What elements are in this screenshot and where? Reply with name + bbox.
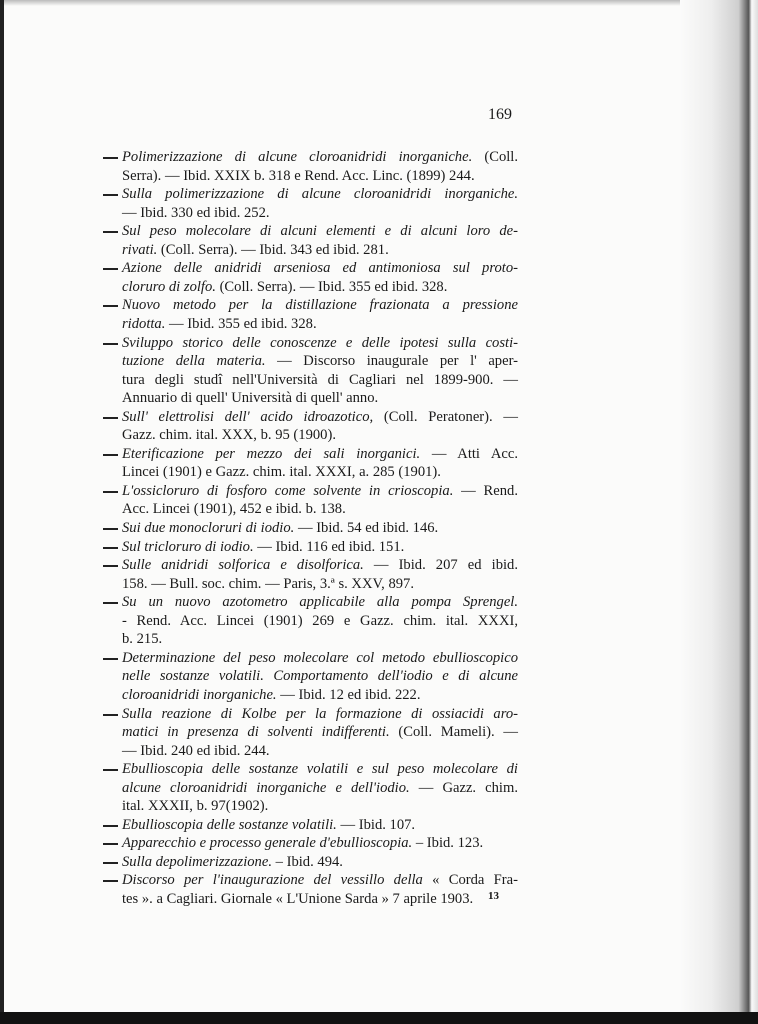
entry-reference: — Ibid. 12 ed ibid. 222.: [276, 686, 421, 703]
entry-title-italic: rivati.: [122, 241, 158, 258]
entry-title-italic: Sulla depolimerizzazione.: [122, 853, 272, 870]
entry-title-italic: Sul tricloruro di iodio.: [122, 538, 254, 555]
entry-dash: [103, 843, 118, 845]
entry-line: [122, 686, 518, 704]
entry-reference: — Ibid. 240 ed ibid. 244.: [122, 742, 270, 759]
entry-reference: « Corda Fra-: [422, 872, 518, 889]
entry-line: [122, 148, 518, 166]
entry-line: [122, 296, 518, 314]
entry-reference: – Ibid. 123.: [412, 835, 484, 852]
entry-line: [122, 500, 518, 518]
entry-title-italic: L'ossicloruro di fosforo come solvente in crioscopia.: [122, 482, 454, 499]
page-number: 169: [488, 106, 512, 123]
entry-reference: — Ibid. 116 ed ibid. 151.: [253, 538, 405, 555]
entry-dash: [103, 880, 118, 882]
entry-dash: [103, 547, 118, 549]
entry-title-italic: Sul peso molecolare di alcuni elementi e di alcuni loro de-: [122, 223, 518, 240]
entry-dash: [103, 528, 118, 530]
entry-dash: [103, 268, 118, 270]
entry-reference: (Coll.: [472, 149, 518, 165]
entry-line: [122, 593, 518, 611]
entry-title-italic: Azione delle anidridi arseniosa ed antimoniosa sul proto-: [122, 260, 518, 277]
entry-reference: – Ibid. 494.: [272, 853, 343, 870]
entry-reference: - Rend. Acc. Lincei (1901) 269 e Gazz. chim. ital. XXXI,: [122, 612, 518, 629]
entry-line: [122, 667, 518, 685]
entry-dash: [103, 454, 118, 456]
entry-reference: b. 215.: [122, 631, 163, 648]
entry-reference: — Ibid. 54 ed ibid. 146.: [294, 520, 439, 536]
entry-line: [122, 241, 518, 259]
entry-reference: — Ibid. 355 ed ibid. 328.: [165, 315, 317, 332]
entry-reference: Gazz. chim. ital. XXX, b. 95 (1900).: [122, 427, 336, 444]
entry-line: [122, 278, 518, 296]
entry-line: [122, 538, 518, 556]
entry-line: [122, 445, 518, 463]
entry-title-italic: ridotta.: [122, 315, 166, 332]
entry-title-italic: cloruro di zolfo.: [122, 278, 216, 295]
entry-dash: [103, 658, 118, 660]
entry-reference: — Discorso inaugurale per l' aper-: [265, 353, 518, 370]
entry-reference: Annuario di quell' Università di quell' anno.: [122, 390, 379, 407]
entry-line: [122, 612, 518, 630]
entry-dash: [103, 491, 118, 493]
entry-title-italic: Apparecchio e processo generale d'ebullioscopia.: [122, 835, 413, 852]
entry-dash: [103, 769, 118, 771]
entry-line: [122, 482, 518, 500]
entry-title-italic: Sulle anidridi solforica e disolforica.: [122, 557, 364, 574]
entry-line: [122, 649, 518, 667]
entry-line: [122, 408, 518, 426]
entry-line: [122, 463, 518, 481]
entry-reference: 158. — Bull. soc. chim. — Paris, 3.ª s. XXV, 897.: [122, 575, 414, 592]
entry-line: [122, 222, 518, 240]
entry-line: [122, 890, 518, 908]
entry-dash: [103, 565, 118, 567]
entry-reference: — Ibid. 107.: [336, 816, 416, 833]
entry-title-italic: Sviluppo storico delle conoscenze e delle ipotesi sulla costi-: [122, 334, 518, 351]
entry-reference: — Gazz. chim.: [409, 779, 518, 796]
entry-reference: (Coll. Serra). — Ibid. 355 ed ibid. 328.: [215, 278, 448, 295]
entry-title-italic: Eterificazione per mezzo dei sali inorganici.: [122, 445, 421, 462]
entry-line: [122, 519, 518, 537]
entry-reference: — Atti Acc.: [420, 445, 518, 462]
entry-line: [122, 760, 518, 778]
entry-line: [122, 204, 518, 222]
entry-title-italic: Sulla reazione di Kolbe per la formazione di ossiacidi aro-: [122, 705, 518, 722]
entry-title-italic: Sui due monocloruri di iodio.: [122, 520, 295, 536]
entry-dash: [103, 305, 118, 307]
entry-line: [122, 705, 518, 723]
entry-line: [122, 352, 518, 370]
scan-left-edge: [0, 0, 4, 1024]
entry-title-italic: cloroanidridi inorganiche.: [122, 686, 277, 703]
entry-reference: Acc. Lincei (1901), 452 e ibid. b. 138.: [122, 501, 346, 518]
entry-reference: — Rend.: [453, 482, 518, 499]
entry-line: [122, 259, 518, 277]
entry-reference: — Ibid. 207 ed ibid.: [363, 557, 518, 574]
entry-line: [122, 426, 518, 444]
entry-title-italic: tuzione della materia.: [122, 353, 266, 370]
entry-line: [122, 556, 518, 574]
entry-dash: [103, 194, 118, 196]
entry-line: [122, 575, 518, 593]
entry-dash: [103, 714, 118, 716]
entry-title-italic: Polimerizzazione di alcune cloroanidridi inorganiche.: [122, 149, 473, 165]
entry-line: [122, 185, 518, 203]
entry-dash: [103, 231, 118, 233]
entry-title-italic: Discorso per l'inaugurazione del vessillo della: [122, 872, 423, 889]
entry-reference: — Ibid. 330 ed ibid. 252.: [122, 204, 270, 221]
entry-title-italic: Determinazione del peso molecolare col metodo ebullioscopico: [122, 649, 518, 666]
entry-line: [122, 742, 518, 760]
entry-line: [122, 389, 518, 407]
entry-line: [122, 816, 518, 834]
entry-dash: [103, 157, 118, 159]
entry-title-italic: Ebullioscopia delle sostanze volatili.: [122, 816, 337, 833]
entry-line: [122, 834, 518, 852]
entry-title-italic: Ebullioscopia delle sostanze volatili e sul peso molecolare di: [122, 761, 518, 778]
entry-dash: [103, 417, 118, 419]
entry-dash: [103, 602, 118, 604]
entry-line: [122, 779, 518, 797]
entry-line: [122, 797, 518, 815]
entry-reference: tura degli studî nell'Università di Cagliari nel 1899-900. —: [122, 371, 518, 388]
entry-line: [122, 853, 518, 871]
entry-reference: tes ». a Cagliari. Giornale « L'Unione Sarda » 7 aprile 1903.: [122, 891, 474, 907]
entry-line: [122, 871, 518, 889]
entry-title-italic: alcune cloroanidridi inorganiche e dell'iodio.: [122, 779, 410, 796]
entry-reference: (Coll. Mameli). —: [389, 724, 518, 741]
entry-title-italic: Su un nuovo azotometro applicabile alla pompa Sprengel.: [122, 594, 518, 611]
entry-reference: Serra). — Ibid. XXIX b. 318 e Rend. Acc. Linc. (1899) 244.: [122, 167, 475, 184]
entry-reference: (Coll. Serra). — Ibid. 343 ed ibid. 281.: [157, 241, 389, 258]
scan-bottom-edge: [0, 1012, 758, 1024]
entry-reference: (Coll. Peratoner). —: [373, 408, 518, 425]
entry-line: [122, 723, 518, 741]
entry-dash: [103, 343, 118, 345]
entry-dash: [103, 862, 118, 864]
entry-title-italic: nelle sostanze volatili. Comportamento dell'iodio e di alcune: [122, 668, 518, 685]
entry-line: [122, 167, 518, 185]
entry-title-italic: matici in presenza di solventi indifferenti.: [122, 724, 390, 741]
signature-mark: 13: [488, 890, 499, 902]
entry-line: [122, 630, 518, 648]
entry-dash: [103, 825, 118, 827]
entry-reference: Lincei (1901) e Gazz. chim. ital. XXXI, a. 285 (1901).: [122, 464, 441, 481]
entry-line: [122, 334, 518, 352]
entry-reference: ital. XXXII, b. 97(1902).: [122, 798, 269, 815]
book-binding-edge: [680, 0, 758, 1012]
entry-line: [122, 315, 518, 333]
entry-line: [122, 371, 518, 389]
scan-top-edge: [0, 0, 758, 6]
entry-title-italic: Sulla polimerizzazione di alcune cloroanidridi inorganiche.: [122, 186, 518, 203]
entry-title-italic: Sull' elettrolisi dell' acido idroazotico,: [122, 408, 374, 425]
entry-title-italic: Nuovo metodo per la distillazione frazionata a pressione: [122, 297, 518, 314]
